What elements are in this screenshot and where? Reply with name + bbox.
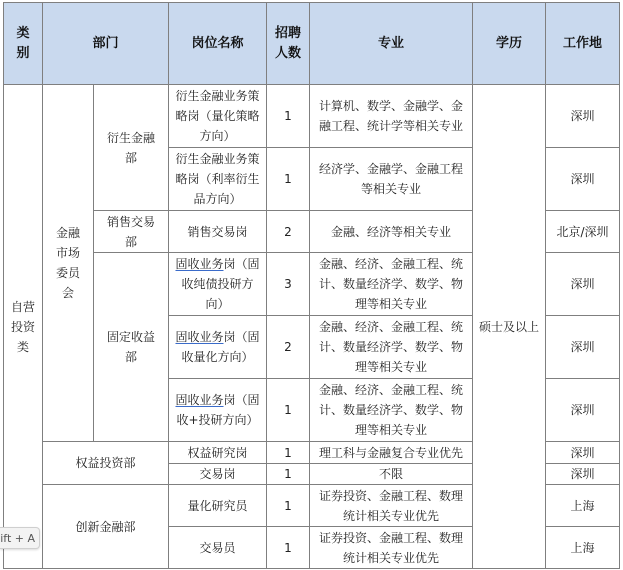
header-row: [4, 3, 620, 85]
position-cell: 交易员: [169, 527, 267, 569]
header-department: 部门: [43, 3, 169, 85]
location-cell: 上海: [546, 527, 620, 569]
header-location: 工作地: [546, 3, 620, 85]
dept-innovation: 创新金融部: [43, 485, 169, 569]
location-cell: 北京/深圳: [546, 211, 620, 253]
job-table: [3, 2, 620, 569]
headcount-cell: 1: [267, 464, 310, 485]
position-cell: 固收业务岗（固 收纯债投研方 向）: [169, 253, 267, 316]
location-cell: 深圳: [546, 253, 620, 316]
position-cell: 交易岗: [169, 464, 267, 485]
major-cell: 经济学、金融学、金融工程 等相关专业: [310, 148, 473, 211]
dept-sales-trading: 销售交易 部: [94, 211, 169, 253]
position-cell: 销售交易岗: [169, 211, 267, 253]
dept-fixed-income: 固定收益 部: [94, 253, 169, 442]
major-cell: 金融、经济、金融工程、统 计、数量经济学、数学、物 理等相关专业: [310, 253, 473, 316]
location-cell: 深圳: [546, 85, 620, 148]
major-cell: 理工科与金融复合专业优先: [310, 442, 473, 464]
location-cell: 上海: [546, 485, 620, 527]
position-cell: 衍生金融业务策 略岗（量化策略 方向）: [169, 85, 267, 148]
category-cell: 自营 投资 类: [4, 85, 43, 569]
position-cell: 量化研究员: [169, 485, 267, 527]
position-cell: 衍生金融业务策 略岗（利率衍生 品方向）: [169, 148, 267, 211]
headcount-cell: 2: [267, 316, 310, 379]
location-cell: 深圳: [546, 379, 620, 442]
dept-derivatives: 衍生金融 部: [94, 85, 169, 211]
location-cell: 深圳: [546, 442, 620, 464]
headcount-cell: 1: [267, 527, 310, 569]
major-cell: 计算机、数学、金融学、金 融工程、统计学等相关专业: [310, 85, 473, 148]
major-cell: 金融、经济等相关专业: [310, 211, 473, 253]
major-cell: 证券投资、金融工程、数理 统计相关专业优先: [310, 527, 473, 569]
headcount-cell: 1: [267, 379, 310, 442]
major-cell: 金融、经济、金融工程、统 计、数量经济学、数学、物 理等相关专业: [310, 316, 473, 379]
header-position: 岗位名称: [169, 3, 267, 85]
major-cell: 不限: [310, 464, 473, 485]
headcount-cell: 1: [267, 485, 310, 527]
location-cell: 深圳: [546, 148, 620, 211]
header-major: 专业: [310, 3, 473, 85]
headcount-cell: 1: [267, 148, 310, 211]
position-cell: 固收业务岗（固 收+投研方向）: [169, 379, 267, 442]
headcount-cell: 2: [267, 211, 310, 253]
dept-equity: 权益投资部: [43, 442, 169, 485]
location-cell: 深圳: [546, 316, 620, 379]
location-cell: 深圳: [546, 464, 620, 485]
table-row: [4, 85, 620, 148]
header-education: 学历: [473, 3, 546, 85]
dept-market-committee: 金融 市场 委员 会: [43, 85, 94, 442]
shortcut-tooltip: ift + A: [0, 527, 40, 549]
position-cell: 权益研究岗: [169, 442, 267, 464]
job-table-container: [3, 2, 620, 569]
header-category: 类 别: [4, 3, 43, 85]
headcount-cell: 3: [267, 253, 310, 316]
education-cell: 硕士及以上: [473, 85, 546, 569]
major-cell: 证券投资、金融工程、数理 统计相关专业优先: [310, 485, 473, 527]
headcount-cell: 1: [267, 442, 310, 464]
header-headcount: 招聘 人数: [267, 3, 310, 85]
headcount-cell: 1: [267, 85, 310, 148]
major-cell: 金融、经济、金融工程、统 计、数量经济学、数学、物 理等相关专业: [310, 379, 473, 442]
position-cell: 固收业务岗（固 收量化方向）: [169, 316, 267, 379]
